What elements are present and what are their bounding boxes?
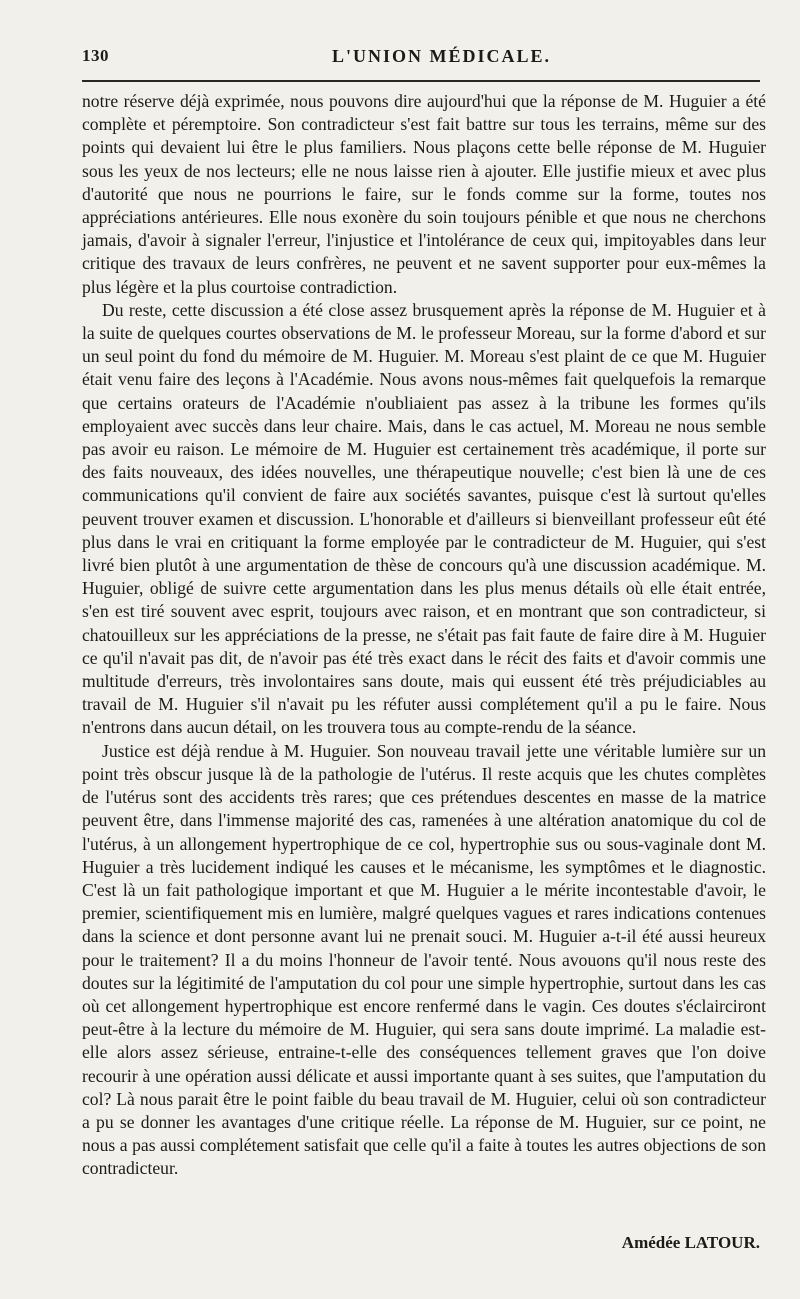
article-body [82, 90, 766, 1181]
paragraph-2: Du reste, cette discussion a été close assez brusquement après la réponse de M. Huguier et à la suite de quelques courtes observations de M. le professeur Moreau, sur la forme d'abord et sur un seul point du fond du mémoire de M. Huguier. M. Moreau s'est plaint de ce que M. Huguier était venu faire des leçons à l'Académie. Nous avons nous-mêmes fait quelquefois la remarque que certains orateurs de l'Académie n'oubliaient pas assez à la tribune les formes qu'ils employaient avec succès dans leur chaire. Mais, dans le cas actuel, M. Moreau ne nous semble pas avoir eu raison. Le mémoire de M. Huguier est certainement très académique, il porte sur des faits nouveaux, des idées nouvelles, une thérapeutique nouvelle; c'est bien là une de ces communications qu'il convient de faire aux sociétés savantes, puisque c'est là surtout qu'elles peuvent trouver examen et discussion. L'honorable et d'ailleurs si bienveillant professeur eût été plus dans le vrai en critiquant la forme employée par le contradicteur de M. Huguier, qui s'est livré bien plutôt à une argumentation de thèse de concours qu'à une discussion académique. M. Huguier, obligé de suivre cette argumentation dans les plus menus détails où elle était entrée, s'en est tiré souvent avec esprit, toujours avec raison, et en montrant que son contradicteur, si chatouilleux sur les appréciations de la presse, ne s'était pas fait faute de faire dire à M. Huguier ce qu'il n'avait pas dit, de n'avoir pas été très exact dans le récit des faits et d'avoir commis une multitude d'erreurs, très involontaires sans doute, mais qui eussent été très préjudiciables au travail de M. Huguier s'il n'avait pu les réfuter aussi complétement qu'il a pu le faire. Nous n'entrons dans aucun détail, on les trouvera tous au compte-rendu de la séance. [82, 299, 766, 738]
paragraph-3: Justice est déjà rendue à M. Huguier. Son nouveau travail jette une véritable lumière sur un point très obscur jusque là de la pathologie de l'utérus. Il reste acquis que les chutes complètes de l'utérus sont des accidents très rares; que ces prétendues descentes en masse de la matrice peuvent être, dans l'immense majorité des cas, ramenées à une altération anatomique du col de l'utérus, à un allongement hypertrophique de ce col, hypertrophie sus ou sous-vaginale dont M. Huguier a très lucidement indiqué les causes et le mécanisme, les symptômes et le diagnostic. C'est là un fait pathologique important et que M. Huguier a le mérite incontestable d'avoir, le premier, scientifiquement mis en lumière, malgré quelques vagues et rares indications contenues dans la science et dont personne avant lui ne prenait souci. M. Huguier a-t-il été aussi heureux pour le traitement? Il a du moins l'honneur de l'avoir tenté. Nous avouons qu'il nous reste des doutes sur la légitimité de l'amputation du col pour une simple hypertrophie, surtout dans les cas où cet allongement hypertrophique est encore renfermé dans le vagin. Ces doutes s'éclairciront peut-être à la lecture du mémoire de M. Huguier, qui sera sans doute imprimé. La maladie est-elle alors assez sérieuse, entraine-t-elle des conséquences tellement graves que l'on doive recourir à une opération aussi délicate et aussi importante quant à ses suites, que l'amputation du col? Là nous parait être le point faible du beau travail de M. Huguier, celui où son contradicteur a pu se donner les avantages d'une critique réelle. La réponse de M. Huguier, sur ce point, ne nous a pas aussi complétement satisfait que celle qu'il a faite à toutes les autres objections de son contradicteur. [82, 740, 766, 1179]
running-title: L'UNION MÉDICALE. [332, 46, 552, 66]
paragraph-1: notre réserve déjà exprimée, nous pouvons dire aujourd'hui que la réponse de M. Huguier a été complète et péremptoire. Son contradicteur s'est fait battre sur tous les terrains, même sur des points qui devaient lui être le plus familiers. Nous plaçons cette belle réponse de M. Huguier sous les yeux de nos lecteurs; elle ne nous laisse rien à ajouter. Elle justifie mieux et avec plus d'autorité que nous ne pourrions le faire, sur le fonds comme sur la forme, toutes nos appréciations antérieures. Elle nous exonère du soin toujours pénible et que nous ne cherchons jamais, d'avoir à signaler l'erreur, l'injustice et l'intolérance de ceux qui, impitoyables dans leur critique des travaux de leurs confrères, ne peuvent et ne savent supporter pour eux-mêmes la plus légère et la plus courtoise contradiction. [82, 91, 766, 297]
page-number: 130 [82, 46, 109, 65]
page-header [82, 46, 760, 74]
header-rule [82, 80, 760, 82]
author-signature: Amédée LATOUR. [621, 1233, 760, 1252]
